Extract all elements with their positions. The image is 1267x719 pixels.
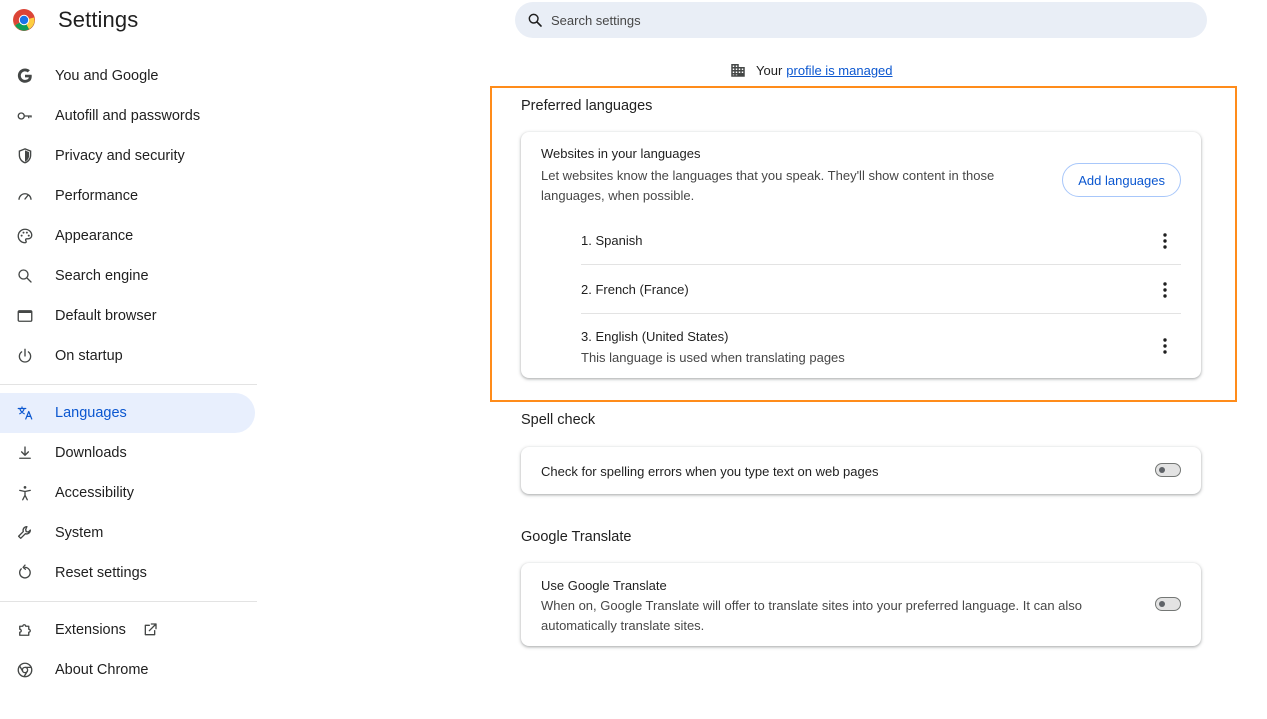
speedometer-icon — [16, 187, 34, 205]
sidebar-item-label: Privacy and security — [55, 148, 185, 164]
google-translate-card — [521, 563, 1201, 646]
sidebar-item-default-browser[interactable] — [0, 296, 255, 336]
sidebar-item-label: You and Google — [55, 68, 159, 84]
sidebar-item-you-and-google[interactable] — [0, 56, 255, 96]
sidebar-item-label: Downloads — [55, 445, 127, 461]
language-divider — [581, 264, 1181, 265]
sidebar-item-reset[interactable] — [0, 553, 255, 593]
more-vert-icon[interactable] — [1157, 336, 1173, 356]
key-icon — [16, 107, 34, 125]
language-divider — [581, 313, 1181, 314]
sidebar-item-downloads[interactable] — [0, 433, 255, 473]
sidebar-item-label: Performance — [55, 188, 139, 204]
profile-managed-link[interactable]: profile is managed — [786, 62, 893, 78]
toggle-knob — [1159, 467, 1165, 473]
more-vert-icon[interactable] — [1157, 280, 1173, 300]
sidebar-item-performance[interactable] — [0, 176, 255, 216]
preferred-languages-title: Preferred languages — [521, 98, 653, 114]
sidebar-item-accessibility[interactable] — [0, 473, 255, 513]
sidebar-item-label: Default browser — [55, 308, 157, 324]
language-row — [581, 282, 1181, 297]
browser-window-icon — [16, 307, 34, 325]
sidebar-item-label: Reset settings — [55, 565, 147, 581]
managed-prefix: Your — [756, 62, 783, 78]
sidebar-item-label: Extensions — [55, 622, 126, 638]
sidebar-item-label: On startup — [55, 348, 123, 364]
spell-check-label: Check for spelling errors when you type text on web pages — [541, 464, 879, 479]
language-label: 3. English (United States) — [581, 329, 729, 344]
sidebar-divider — [0, 601, 257, 602]
google-translate-toggle[interactable] — [1155, 597, 1181, 611]
building-icon — [729, 61, 747, 79]
header — [12, 7, 138, 33]
accessibility-icon — [16, 484, 34, 502]
sidebar — [0, 56, 257, 690]
download-icon — [16, 444, 34, 462]
sidebar-item-on-startup[interactable] — [0, 336, 255, 376]
sidebar-item-label: System — [55, 525, 104, 541]
spell-check-card — [521, 447, 1201, 494]
shield-icon — [16, 147, 34, 165]
sidebar-item-label: About Chrome — [55, 662, 149, 678]
sidebar-item-languages[interactable] — [0, 393, 255, 433]
google-g-icon — [16, 67, 34, 85]
websites-languages-heading: Websites in your languages — [541, 146, 701, 161]
power-icon — [16, 347, 34, 365]
language-note: This language is used when translating pages — [581, 350, 845, 365]
reset-icon — [16, 564, 34, 582]
language-row — [581, 329, 1181, 365]
managed-notice — [729, 61, 893, 79]
sidebar-item-appearance[interactable] — [0, 216, 255, 256]
language-row — [581, 233, 1181, 248]
websites-languages-description: Let websites know the languages that you speak. They'll show content in those languages, when possible. — [541, 168, 995, 203]
sidebar-item-label: Autofill and passwords — [55, 108, 201, 124]
chrome-logo-icon — [12, 8, 36, 32]
sidebar-item-label: Search engine — [55, 268, 149, 284]
language-label: 2. French (France) — [581, 282, 689, 297]
preferred-languages-card — [521, 132, 1201, 378]
more-vert-icon[interactable] — [1157, 231, 1173, 251]
sidebar-item-about-chrome[interactable] — [0, 650, 255, 690]
use-google-translate-heading: Use Google Translate — [541, 578, 667, 593]
sidebar-item-autofill[interactable] — [0, 96, 255, 136]
sidebar-item-label: Appearance — [55, 228, 134, 244]
palette-icon — [16, 227, 34, 245]
sidebar-divider — [0, 384, 257, 385]
spell-check-toggle[interactable] — [1155, 463, 1181, 477]
search-icon — [527, 12, 543, 28]
search-bar[interactable] — [515, 2, 1207, 38]
toggle-knob — [1159, 601, 1165, 607]
google-translate-title: Google Translate — [521, 529, 632, 545]
sidebar-item-search-engine[interactable] — [0, 256, 255, 296]
open-in-new-icon — [142, 622, 158, 638]
puzzle-icon — [16, 621, 34, 639]
sidebar-item-privacy[interactable] — [0, 136, 255, 176]
spell-check-title: Spell check — [521, 412, 596, 428]
sidebar-item-label: Languages — [55, 405, 127, 421]
translate-icon — [16, 404, 34, 422]
sidebar-item-system[interactable] — [0, 513, 255, 553]
add-languages-button[interactable]: Add languages — [1062, 163, 1181, 197]
google-translate-description: When on, Google Translate will offer to translate sites into your preferred language. It can also automatically translate sites. — [541, 598, 1083, 633]
search-icon — [16, 267, 34, 285]
sidebar-item-label: Accessibility — [55, 485, 134, 501]
language-label: 1. Spanish — [581, 233, 643, 248]
sidebar-item-extensions[interactable] — [0, 610, 255, 650]
search-input[interactable]: Search settings — [551, 12, 641, 28]
chrome-icon — [16, 661, 34, 679]
wrench-icon — [16, 524, 34, 542]
page-title: Settings — [58, 7, 139, 32]
